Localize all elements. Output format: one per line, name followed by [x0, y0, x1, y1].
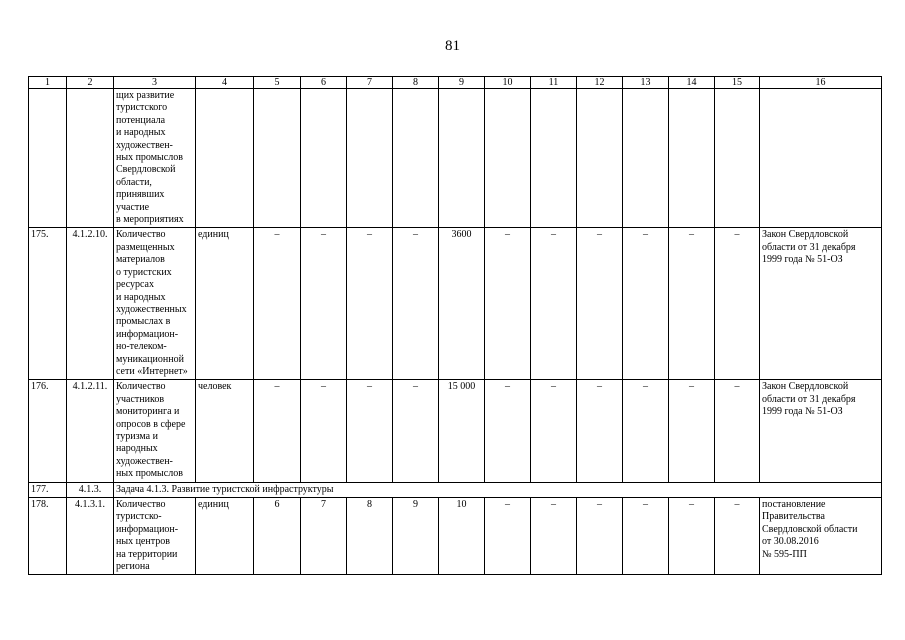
unit-cell: единиц	[196, 228, 254, 380]
value-cell: –	[254, 380, 301, 482]
indicator-text-line: материалов	[116, 254, 165, 266]
legal-basis-line: области от 31 декабря	[762, 241, 856, 253]
header-cell: 8	[393, 77, 439, 89]
task-code-cell: 4.1.3.	[67, 482, 114, 497]
legal-basis-line: № 595-ПП	[762, 548, 807, 560]
legal-basis-cell	[760, 380, 882, 482]
indicator-text-line: размещенных	[116, 241, 175, 253]
indicator-text-line: но-телеком-	[116, 341, 167, 353]
table-row	[29, 498, 882, 575]
value-cell: –	[577, 498, 623, 575]
row-code-cell: 4.1.2.11.	[67, 380, 114, 482]
value-cell: –	[715, 498, 760, 575]
indicator-text-line: Свердловской	[116, 164, 176, 176]
value-cell: –	[347, 228, 393, 380]
task-row	[29, 482, 882, 497]
indicator-text-line: потенциала	[116, 114, 166, 126]
legal-basis-line: от 30.08.2016	[762, 536, 819, 548]
value-cell: 7	[301, 498, 347, 575]
indicator-text-line: ных центров	[116, 536, 170, 548]
indicator-text-line: ных промыслов	[116, 152, 183, 164]
header-cell: 1	[29, 77, 67, 89]
header-cell: 10	[485, 77, 531, 89]
value-cell: 9	[393, 498, 439, 575]
legal-basis-line: Закон Свердловской	[762, 381, 849, 393]
indicator-text-line: Количество	[116, 381, 166, 393]
row-number-cell: 178.	[29, 498, 67, 575]
value-cell	[577, 89, 623, 228]
value-cell: 3600	[439, 228, 485, 380]
value-cell: –	[531, 380, 577, 482]
indicator-text-line: мониторинга и	[116, 406, 180, 418]
indicator-text-line: художествен-	[116, 455, 173, 467]
indicator-text-line: туристского	[116, 102, 168, 114]
indicator-text-line: художественных	[116, 303, 187, 315]
indicator-text-line: туризма и	[116, 430, 158, 442]
value-cell	[254, 89, 301, 228]
value-cell: –	[301, 228, 347, 380]
value-cell: –	[715, 380, 760, 482]
value-cell: 8	[347, 498, 393, 575]
legal-basis-line: области от 31 декабря	[762, 393, 856, 405]
value-cell: –	[485, 380, 531, 482]
indicator-text-line: региона	[116, 561, 150, 573]
indicator-name-cell	[114, 380, 196, 482]
header-cell: 5	[254, 77, 301, 89]
header-cell: 15	[715, 77, 760, 89]
legal-basis-cell	[760, 228, 882, 380]
value-cell: –	[254, 228, 301, 380]
value-cell: –	[485, 498, 531, 575]
header-cell: 4	[196, 77, 254, 89]
indicator-text-line: народных	[116, 443, 158, 455]
value-cell: –	[393, 380, 439, 482]
indicator-text-line: о туристских	[116, 266, 172, 278]
legal-basis-cell	[760, 498, 882, 575]
row-code-cell: 4.1.2.10.	[67, 228, 114, 380]
legal-basis-line: 1999 года № 51-ОЗ	[762, 254, 843, 266]
value-cell: –	[669, 380, 715, 482]
indicator-text-line: и народных	[116, 291, 166, 303]
value-cell	[301, 89, 347, 228]
indicator-text-line: на территории	[116, 548, 178, 560]
value-cell: 6	[254, 498, 301, 575]
value-cell: –	[485, 228, 531, 380]
legal-basis-line: Свердловской области	[762, 523, 858, 535]
value-cell	[715, 89, 760, 228]
indicator-text-line: муникационной	[116, 353, 184, 365]
legal-basis-line: 1999 года № 51-ОЗ	[762, 406, 843, 418]
indicator-text-line: участников	[116, 393, 165, 405]
value-cell	[347, 89, 393, 228]
legal-basis-line: Закон Свердловской	[762, 229, 849, 241]
indicator-text-line: художествен-	[116, 139, 173, 151]
indicator-text-line: ных промыслов	[116, 468, 183, 480]
indicator-text-line: ресурсах	[116, 279, 154, 291]
header-cell: 7	[347, 77, 393, 89]
value-cell	[393, 89, 439, 228]
indicator-text-line: участие	[116, 201, 150, 213]
row-number-cell	[29, 89, 67, 228]
value-cell: 15 000	[439, 380, 485, 482]
legal-basis-line: Правительства	[762, 511, 825, 523]
legal-basis-cell	[760, 89, 882, 228]
value-cell: –	[393, 228, 439, 380]
value-cell	[485, 89, 531, 228]
header-cell: 14	[669, 77, 715, 89]
value-cell: –	[669, 498, 715, 575]
task-number-cell: 177.	[29, 482, 67, 497]
value-cell	[623, 89, 669, 228]
page-number: 81	[445, 38, 460, 54]
indicator-name-cell	[114, 498, 196, 575]
header-cell: 12	[577, 77, 623, 89]
indicator-text-line: информацион-	[116, 523, 179, 535]
row-code-cell: 4.1.3.1.	[67, 498, 114, 575]
indicator-text-line: области,	[116, 176, 152, 188]
value-cell: –	[715, 228, 760, 380]
value-cell: –	[623, 380, 669, 482]
row-code-cell	[67, 89, 114, 228]
indicator-text-line: принявших	[116, 189, 165, 201]
value-cell: –	[531, 228, 577, 380]
value-cell: –	[577, 228, 623, 380]
unit-cell	[196, 89, 254, 228]
indicators-table	[28, 76, 882, 575]
header-cell: 9	[439, 77, 485, 89]
header-cell: 16	[760, 77, 882, 89]
value-cell: –	[623, 228, 669, 380]
task-title-cell: Задача 4.1.3. Развитие туристской инфраструктуры	[114, 482, 882, 497]
row-number-cell: 176.	[29, 380, 67, 482]
header-row	[29, 77, 882, 89]
indicator-text-line: в мероприятиях	[116, 214, 184, 226]
indicator-text-line: туристско-	[116, 511, 162, 523]
indicator-text-line: Количество	[116, 229, 166, 241]
indicator-text-line: опросов в сфере	[116, 418, 186, 430]
unit-cell: единиц	[196, 498, 254, 575]
indicator-text-line: Количество	[116, 499, 166, 510]
header-cell: 11	[531, 77, 577, 89]
value-cell: –	[301, 380, 347, 482]
table-row	[29, 228, 882, 380]
value-cell	[439, 89, 485, 228]
header-cell: 3	[114, 77, 196, 89]
indicator-text-line: информацион-	[116, 328, 179, 340]
value-cell: –	[531, 498, 577, 575]
indicator-name-cell	[114, 228, 196, 380]
row-number-cell: 175.	[29, 228, 67, 380]
indicator-text-line: промыслах в	[116, 316, 171, 328]
header-cell: 6	[301, 77, 347, 89]
header-cell: 13	[623, 77, 669, 89]
value-cell: –	[669, 228, 715, 380]
table-row	[29, 380, 882, 482]
value-cell: –	[623, 498, 669, 575]
indicator-text-line: сети «Интернет»	[116, 365, 188, 377]
value-cell: 10	[439, 498, 485, 575]
indicator-text-line: и народных	[116, 127, 166, 139]
value-cell: –	[347, 380, 393, 482]
unit-cell: человек	[196, 380, 254, 482]
value-cell	[669, 89, 715, 228]
indicator-text-line: щих развитие	[116, 90, 175, 101]
table-row	[29, 89, 882, 228]
header-cell: 2	[67, 77, 114, 89]
value-cell	[531, 89, 577, 228]
indicator-name-cell	[114, 89, 196, 228]
value-cell: –	[577, 380, 623, 482]
legal-basis-line: постановление	[762, 499, 826, 510]
